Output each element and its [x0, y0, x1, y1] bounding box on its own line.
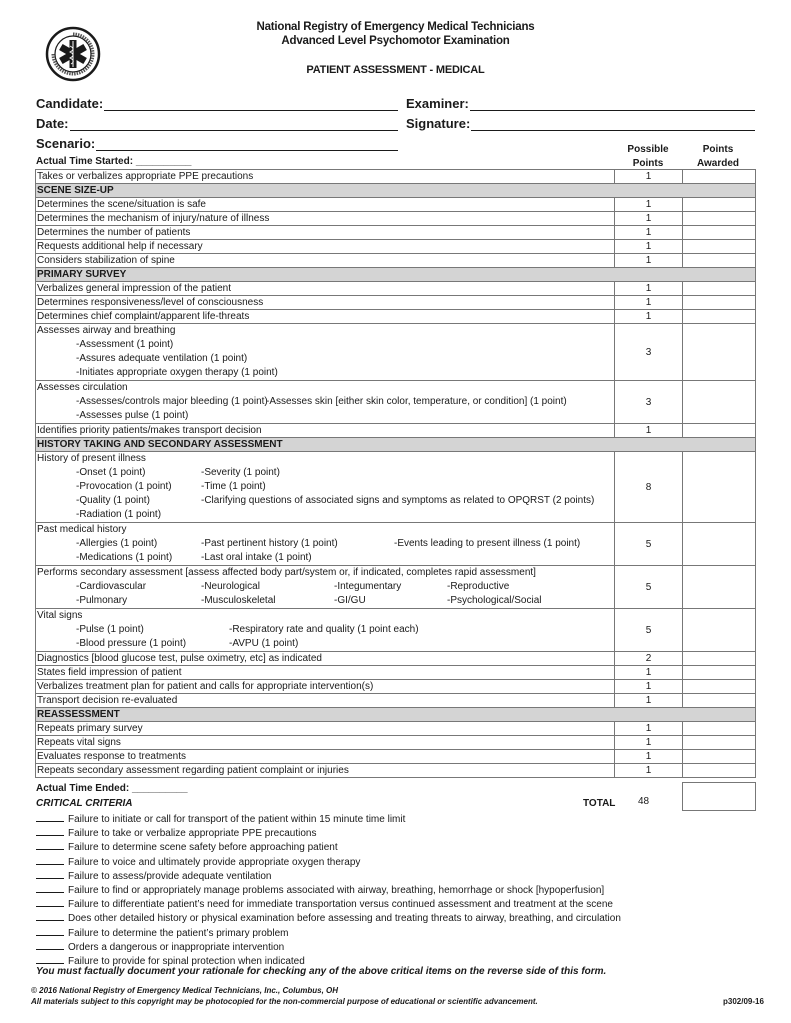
sub-item: -Blood pressure (1 point)	[76, 638, 187, 649]
points-awarded-header	[682, 143, 754, 171]
signature-field[interactable]	[406, 116, 755, 131]
critical-item	[36, 869, 621, 883]
item-label: Takes or verbalizes appropriate PPE precautions	[36, 170, 615, 184]
table-row	[36, 226, 756, 240]
hpi-item	[36, 452, 615, 523]
item-label: Performs secondary assessment [assess affected body part/system or, if indicated, completes rapid assessment]	[37, 567, 536, 578]
possible-points: 1	[615, 764, 683, 778]
table-row	[36, 424, 756, 438]
total-possible-value: 48	[638, 796, 650, 807]
check-blank[interactable]	[36, 812, 64, 822]
points-awarded-header-line2: Awarded	[696, 158, 740, 169]
table-row	[36, 666, 756, 680]
item-label: Identifies priority patients/makes transport decision	[36, 424, 615, 438]
points-awarded-cell[interactable]	[683, 566, 756, 609]
sub-item: -Pulse (1 point)	[76, 624, 144, 635]
scenario-label: Scenario:	[36, 136, 96, 151]
section-title: PRIMARY SURVEY	[36, 268, 756, 282]
section-title: REASSESSMENT	[36, 708, 756, 722]
item-label: Determines responsiveness/level of consciousness	[36, 296, 615, 310]
item-label: Assesses circulation	[37, 382, 128, 393]
points-awarded-cell[interactable]	[683, 226, 756, 240]
points-awarded-cell[interactable]	[683, 198, 756, 212]
table-row	[36, 198, 756, 212]
sub-item-line	[37, 580, 614, 594]
check-blank[interactable]	[36, 826, 64, 836]
table-row	[36, 736, 756, 750]
critical-item	[36, 911, 621, 925]
candidate-field[interactable]	[36, 96, 398, 111]
signature-input-line[interactable]	[471, 118, 755, 131]
item-label: Requests additional help if necessary	[36, 240, 615, 254]
check-blank[interactable]	[36, 840, 64, 850]
critical-item-text: Orders a dangerous or inappropriate intervention	[68, 941, 285, 953]
item-label: Transport decision re-evaluated	[36, 694, 615, 708]
points-awarded-cell[interactable]	[683, 212, 756, 226]
item-label: Determines chief complaint/apparent life-threats	[36, 310, 615, 324]
sub-item: -Quality (1 point)	[76, 495, 150, 506]
actual-time-started[interactable]: Actual Time Started: __________	[36, 156, 192, 167]
possible-points: 1	[615, 736, 683, 750]
sub-item: -Initiates appropriate oxygen therapy (1 point)	[76, 367, 278, 378]
points-awarded-cell[interactable]	[683, 609, 756, 652]
sub-item-line	[37, 551, 614, 565]
check-blank[interactable]	[36, 940, 64, 950]
sub-item: -Assessment (1 point)	[76, 339, 174, 350]
item-label: Determines the number of patients	[36, 226, 615, 240]
sub-item: -Events leading to present illness (1 point)	[394, 538, 581, 549]
sub-item: -Clarifying questions of associated signs and symptoms as related to OPQRST (2 points)	[201, 495, 595, 506]
possible-points: 5	[615, 566, 683, 609]
possible-points-header-line1: Possible	[627, 144, 669, 155]
signature-label: Signature:	[406, 116, 471, 131]
table-row	[36, 310, 756, 324]
possible-points: 1	[615, 666, 683, 680]
critical-item-text: Failure to assess/provide adequate ventilation	[68, 870, 272, 882]
sub-item-line	[37, 494, 614, 508]
table-row	[36, 652, 756, 666]
table-row	[36, 254, 756, 268]
points-awarded-cell[interactable]	[683, 750, 756, 764]
critical-criteria-title: CRITICAL CRITERIA	[36, 798, 133, 809]
points-awarded-cell[interactable]	[683, 764, 756, 778]
critical-criteria-list	[36, 812, 621, 968]
copyright-notice: © 2016 National Registry of Emergency Medical Technicians, Inc., Columbus, OH	[31, 986, 339, 995]
date-input-line[interactable]	[70, 118, 398, 131]
possible-points: 1	[615, 226, 683, 240]
critical-item-text: Failure to voice and ultimately provide appropriate oxygen therapy	[68, 856, 361, 868]
points-awarded-cell[interactable]	[683, 736, 756, 750]
critical-item-text: Failure to differentiate patient’s need for immediate transportation versus continued assessment and treatment at the scene	[68, 899, 613, 911]
sub-item-line	[37, 623, 614, 637]
exam-title: Advanced Level Psychomotor Examination	[281, 35, 510, 47]
sub-item: -Respiratory rate and quality (1 point each)	[229, 624, 419, 635]
table-row	[36, 170, 756, 184]
table-row	[36, 722, 756, 736]
permission-notice: All materials subject to this copyright may be photocopied for the non-commercial purpose of educational or scientific advancement.	[31, 997, 538, 1006]
check-blank[interactable]	[36, 926, 64, 936]
examiner-input-line[interactable]	[470, 98, 755, 111]
section-header-scene-size-up	[36, 184, 756, 198]
possible-points: 1	[615, 240, 683, 254]
points-awarded-cell[interactable]	[683, 452, 756, 523]
sub-item: -Time (1 point)	[201, 481, 266, 492]
critical-item	[36, 840, 621, 854]
critical-item-text: Failure to determine the patient’s primary problem	[68, 927, 289, 939]
points-awarded-header-line1: Points	[702, 144, 734, 155]
examiner-field[interactable]	[406, 96, 755, 111]
sub-item: -GI/GU	[334, 595, 366, 606]
sub-item-line	[37, 480, 614, 494]
section-header-history-secondary	[36, 438, 756, 452]
sub-item: -Onset (1 point)	[76, 467, 146, 478]
possible-points: 1	[615, 170, 683, 184]
item-label: Considers stabilization of spine	[36, 254, 615, 268]
documentation-note: You must factually document your rationale for checking any of the above critical items on the reverse side of this form.	[36, 966, 607, 977]
critical-item-text: Failure to initiate or call for transport of the patient within 15 minute time limit	[68, 814, 406, 825]
item-label: States field impression of patient	[36, 666, 615, 680]
table-row	[36, 296, 756, 310]
sub-item: -Musculoskeletal	[201, 595, 276, 606]
possible-points: 5	[615, 609, 683, 652]
sub-item: -Assesses skin [either skin color, temperature, or condition] (1 point)	[266, 396, 567, 407]
possible-points: 1	[615, 310, 683, 324]
points-awarded-cell[interactable]	[683, 170, 756, 184]
points-awarded-cell[interactable]	[683, 381, 756, 424]
sub-item: -Last oral intake (1 point)	[201, 552, 312, 563]
possible-points: 5	[615, 523, 683, 566]
total-label: TOTAL	[583, 798, 616, 809]
critical-item-text: Does other detailed history or physical examination before assessing and treating threats to airway, breathing, and circulation	[68, 913, 621, 925]
sub-item: -Assesses/controls major bleeding (1 point)	[76, 396, 268, 407]
section-header-primary-survey	[36, 268, 756, 282]
sub-item-line	[37, 537, 614, 551]
critical-item	[36, 855, 621, 869]
check-blank[interactable]	[36, 911, 64, 921]
sub-item-line	[37, 594, 614, 608]
item-label: Determines the scene/situation is safe	[36, 198, 615, 212]
points-awarded-cell[interactable]	[683, 680, 756, 694]
table-row	[36, 694, 756, 708]
secondary-assessment-item	[36, 566, 615, 609]
examiner-label: Examiner:	[406, 96, 469, 111]
table-row	[36, 452, 756, 523]
table-row	[36, 324, 756, 381]
possible-points: 1	[615, 694, 683, 708]
scenario-input-line[interactable]	[96, 138, 398, 151]
item-label: Repeats primary survey	[36, 722, 615, 736]
critical-item-text: Failure to determine scene safety before approaching patient	[68, 842, 338, 854]
table-row	[36, 523, 756, 566]
sub-item-line	[37, 466, 614, 480]
item-label: Diagnostics [blood glucose test, pulse oximetry, etc] as indicated	[36, 652, 615, 666]
pmh-item	[36, 523, 615, 566]
date-label: Date:	[36, 116, 69, 131]
critical-item	[36, 826, 621, 840]
check-blank[interactable]	[36, 869, 64, 879]
points-awarded-cell[interactable]	[683, 523, 756, 566]
critical-item	[36, 926, 621, 940]
possible-points: 1	[615, 296, 683, 310]
check-blank[interactable]	[36, 883, 64, 893]
sub-item: -Allergies (1 point)	[76, 538, 158, 549]
possible-points: 3	[615, 324, 683, 381]
possible-points: 1	[615, 198, 683, 212]
table-row	[36, 764, 756, 778]
candidate-input-line[interactable]	[104, 98, 398, 111]
possible-points: 8	[615, 452, 683, 523]
critical-item-text: Failure to find or appropriately manage problems associated with airway, breathing, hemorrhage or shock [hypoperfusion]	[68, 884, 605, 896]
points-awarded-cell[interactable]	[683, 424, 756, 438]
sub-item: -Past pertinent history (1 point)	[201, 538, 338, 549]
table-row	[36, 566, 756, 609]
points-awarded-cell[interactable]	[683, 310, 756, 324]
possible-points: 1	[615, 212, 683, 226]
item-label: History of present illness	[37, 453, 146, 464]
section-title: SCENE SIZE-UP	[36, 184, 756, 198]
points-awarded-cell[interactable]	[683, 666, 756, 680]
sub-item-line	[37, 637, 614, 651]
critical-item-text: Failure to take or verbalize appropriate PPE precautions	[68, 828, 317, 840]
check-blank[interactable]	[36, 855, 64, 865]
points-awarded-cell[interactable]	[683, 240, 756, 254]
sub-item: -Cardiovascular	[76, 581, 147, 592]
check-blank[interactable]	[36, 897, 64, 907]
critical-item	[36, 883, 621, 897]
form-code: p302/09-16	[723, 997, 764, 1006]
points-awarded-cell[interactable]	[683, 694, 756, 708]
possible-points-header-line2: Points	[632, 158, 664, 169]
sub-item: -Radiation (1 point)	[76, 509, 162, 520]
table-row	[36, 282, 756, 296]
actual-time-ended[interactable]: Actual Time Ended: __________	[36, 783, 188, 794]
total-awarded-box[interactable]	[682, 782, 756, 811]
sub-item: -Integumentary	[334, 581, 402, 592]
points-awarded-cell[interactable]	[683, 296, 756, 310]
section-header-reassessment	[36, 708, 756, 722]
sub-item: -Severity (1 point)	[201, 467, 280, 478]
org-title: National Registry of Emergency Medical Technicians	[256, 21, 535, 33]
possible-points: 1	[615, 750, 683, 764]
table-row	[36, 750, 756, 764]
sub-item: -Psychological/Social	[447, 595, 542, 606]
critical-item	[36, 897, 621, 911]
circulation-item	[36, 381, 615, 424]
sub-item: -Pulmonary	[76, 595, 128, 606]
points-awarded-cell[interactable]	[683, 722, 756, 736]
possible-points: 1	[615, 282, 683, 296]
item-label: Verbalizes treatment plan for patient and calls for appropriate intervention(s)	[36, 680, 615, 694]
points-awarded-cell[interactable]	[683, 254, 756, 268]
possible-points: 1	[615, 254, 683, 268]
sub-item: -Provocation (1 point)	[76, 481, 172, 492]
item-label: Determines the mechanism of injury/nature of illness	[36, 212, 615, 226]
sub-item: -Assures adequate ventilation (1 point)	[76, 353, 248, 364]
possible-points: 2	[615, 652, 683, 666]
sub-item: -AVPU (1 point)	[229, 638, 299, 649]
points-awarded-cell[interactable]	[683, 652, 756, 666]
item-label: Vital signs	[37, 610, 83, 621]
table-row	[36, 609, 756, 652]
possible-points-header	[614, 143, 682, 171]
date-field[interactable]	[36, 116, 398, 131]
sub-item: -Medications (1 point)	[76, 552, 173, 563]
item-label: Assesses airway and breathing	[37, 325, 176, 336]
possible-points: 1	[615, 424, 683, 438]
section-title: HISTORY TAKING AND SECONDARY ASSESSMENT	[36, 438, 756, 452]
item-label: Repeats secondary assessment regarding patient complaint or injuries	[36, 764, 615, 778]
form-title: PATIENT ASSESSMENT - MEDICAL	[306, 64, 485, 76]
item-label: Evaluates response to treatments	[36, 750, 615, 764]
item-label: Past medical history	[37, 524, 127, 535]
check-blank[interactable]	[36, 954, 64, 964]
sub-item-line	[37, 395, 614, 409]
item-label: Verbalizes general impression of the patient	[36, 282, 615, 296]
possible-points: 1	[615, 680, 683, 694]
points-awarded-cell[interactable]	[683, 324, 756, 381]
table-row	[36, 381, 756, 424]
item-label: Repeats vital signs	[36, 736, 615, 750]
possible-points: 1	[615, 722, 683, 736]
sub-item: -Neurological	[201, 581, 260, 592]
assessment-table	[35, 169, 756, 778]
table-row	[36, 680, 756, 694]
table-row	[36, 212, 756, 226]
scenario-field[interactable]	[36, 136, 398, 151]
vital-signs-item	[36, 609, 615, 652]
sub-item: -Reproductive	[447, 581, 510, 592]
critical-item-text: Failure to provide for spinal protection when indicated	[68, 955, 305, 967]
points-awarded-cell[interactable]	[683, 282, 756, 296]
critical-item	[36, 940, 621, 954]
table-row	[36, 240, 756, 254]
airway-item	[36, 324, 615, 381]
critical-item	[36, 812, 621, 826]
possible-points: 3	[615, 381, 683, 424]
candidate-label: Candidate:	[36, 96, 104, 111]
sub-item: -Assesses pulse (1 point)	[76, 410, 189, 421]
